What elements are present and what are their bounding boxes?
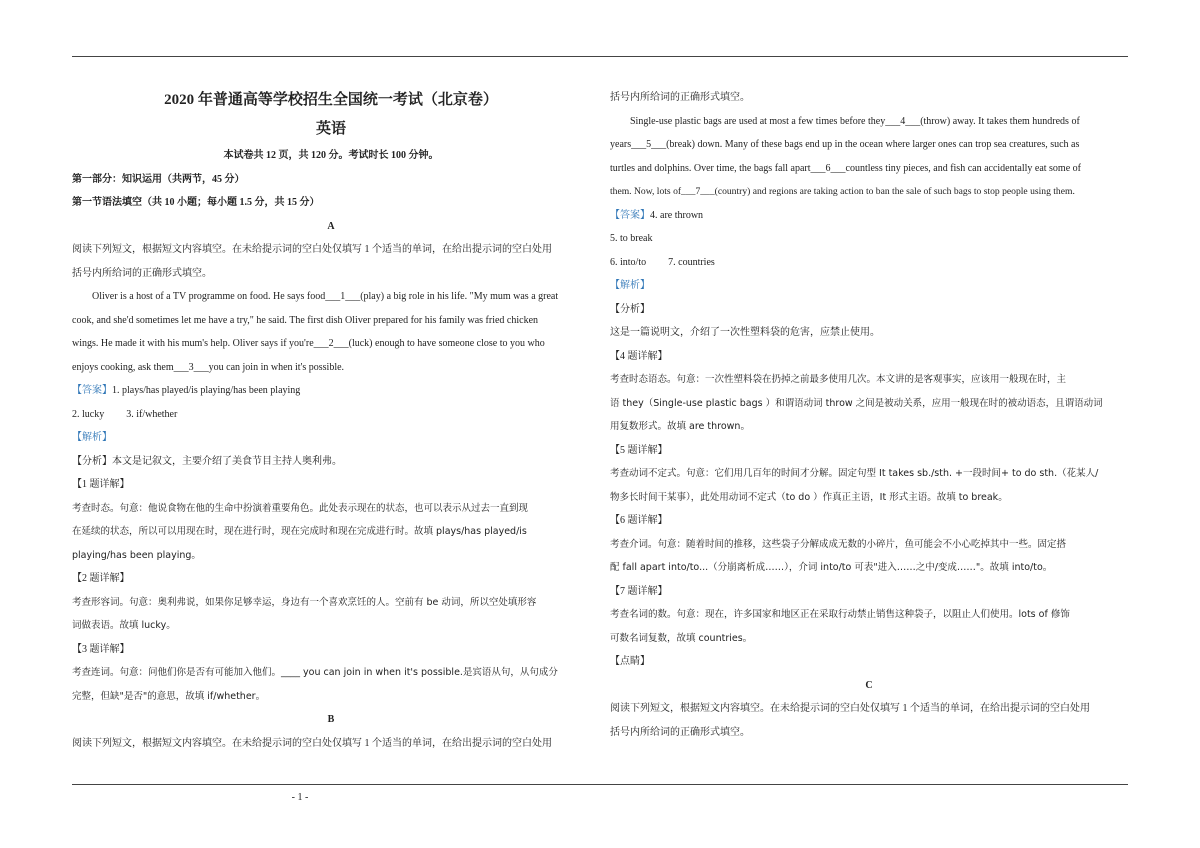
q7-detail-line: 考查名词的数。句意：现在，许多国家和地区正在采取行动禁止销售这种袋子，以阻止人们使用。lots of 修饰 [610, 609, 1070, 620]
passage-b-instructions-line: 括号内所给词的正确形式填空。 [610, 92, 750, 103]
q2-heading: 【2 题详解】 [72, 573, 130, 584]
analysis-summary: 这是一篇说明文，介绍了一次性塑料袋的危害，应禁止使用。 [610, 327, 880, 338]
top-rule [72, 56, 1128, 57]
answer-label: 【答案】 [72, 385, 112, 396]
q2-detail-line: 词做表语。故填 lucky。 [72, 620, 176, 631]
passage-a-instructions-line: 括号内所给词的正确形式填空。 [72, 267, 212, 279]
q1-heading: 【1 题详解】 [72, 479, 130, 490]
q4-heading: 【4 题详解】 [610, 350, 668, 362]
q3-detail-line: 考查连词。句意：问他们你是否有可能加入他们。____ you can join in when it's possible.是宾语从句，从句成分 [72, 667, 558, 678]
answer-line [610, 204, 1128, 228]
q3-heading: 【3 题详解】 [72, 643, 130, 655]
bottom-rule [72, 784, 1128, 785]
passage-b-text-line: years___5___(break) down. Many of these bags end up in the ocean where larger ones can trop sea creatures, such as [610, 139, 1080, 150]
q4-detail-line: 语 they（Single-use plastic bags ）和谓语动词 throw 之间是被动关系，应用一般现在时的被动语态，且谓语动词 [610, 397, 1103, 409]
answer-line [72, 379, 590, 403]
passage-a-text-line: enjoys cooking, ask them___3___you can join in when it's possible. [72, 361, 345, 373]
answer-line [610, 251, 1128, 275]
answer-7: 7. countries [668, 256, 715, 268]
q1-detail-line: 在延续的状态，所以可以用现在时，现在进行时，现在完成时和现在完成进行时。故填 plays/has played/is [72, 526, 527, 537]
answer-4: 4. are thrown [650, 209, 704, 221]
passage-a-heading: A [327, 220, 335, 232]
page-number: - 1 - [291, 792, 309, 803]
passage-b-instructions-line: 阅读下列短文，根据短文内容填空。在未给提示词的空白处仅填写 1 个适当的单词，在给出提示词的空白处用 [72, 737, 552, 749]
q7-heading: 【7 题详解】 [610, 585, 668, 597]
passage-b-text-line: turtles and dolphins. Over time, the bags fall apart___6___countless tiny pieces, and fish can accidentally eat some of [610, 162, 1081, 174]
q5-detail-line: 考查动词不定式。句意：它们用几百年的时间才分解。固定句型 It takes sb./sth. +一段时间+ to do sth.（花某人/ [610, 468, 1099, 479]
q6-detail-line: 考查介词。句意：随着时间的推移，这些袋子分解成成无数的小碎片，鱼可能会不小心吃掉其中一些。固定搭 [610, 538, 1067, 550]
passage-a-instructions-line: 阅读下列短文，根据短文内容填空。在未给提示词的空白处仅填写 1 个适当的单词，在给出提示词的空白处用 [72, 244, 552, 255]
q5-heading: 【5 题详解】 [610, 444, 668, 456]
q6-heading: 【6 题详解】 [610, 515, 668, 526]
right-column [610, 86, 1128, 744]
passage-b-heading: B [327, 714, 335, 725]
answer-line [72, 403, 590, 427]
q3-detail-line: 完整，但缺"是否"的意思，故填 if/whether。 [72, 690, 266, 702]
exam-title: 2020 年普通高等学校招生全国统一考试（北京卷） [164, 92, 498, 108]
q4-detail-line: 用复数形式。故填 are thrown。 [610, 421, 750, 432]
answer-6: 6. into/to [610, 256, 647, 268]
analysis-label: 【解析】 [72, 432, 112, 443]
q4-detail-line: 考查时态语态。句意：一次性塑料袋在扔掉之前最多使用几次。本文讲的是客观事实，应该用一般现在时，主 [610, 374, 1067, 385]
left-column [72, 86, 590, 755]
section-heading: 第一节语法填空（共 10 小题；每小题 1.5 分，共 15 分） [72, 197, 320, 208]
q1-detail-line: 考查时态。句意：他说食物在他的生命中扮演着重要角色。此处表示现在的状态，也可以表示从过去一直到现 [72, 502, 529, 514]
analysis-summary: 【分析】本文是记叙文，主要介绍了美食节目主持人奥利弗。 [72, 455, 342, 467]
q1-detail-line: playing/has been playing。 [72, 549, 201, 561]
passage-c-instructions-line: 括号内所给词的正确形式填空。 [610, 726, 750, 738]
q6-detail-line: 配 fall apart into/to...（分崩离析成……），介词 into/to 可表"进入……之中/变成……"。故填 into/to。 [610, 562, 1053, 573]
analysis-heading: 【分析】 [610, 303, 650, 315]
q2-detail-line: 考查形容词。句意：奥利弗说，如果你足够幸运，身边有一个喜欢烹饪的人。空前有 be 动词，所以空处填形容 [72, 596, 537, 608]
answer-2: 2. lucky [72, 408, 105, 420]
exam-info: 本试卷共 12 页，共 120 分。考试时长 100 分钟。 [223, 150, 439, 161]
answer-5: 5. to break [610, 233, 653, 244]
answer-1: 1. plays/has played/is playing/has been playing [112, 385, 301, 396]
passage-a-text-line: cook, and she'd sometimes let me have a try," he said. The first dish Oliver prepared for his family was fried chicken [72, 314, 539, 326]
q7-detail-line: 可数名词复数，故填 countries。 [610, 632, 753, 644]
q5-detail-line: 物多长时间干某事），此处用动词不定式（to do ）作真正主语，It 形式主语。故填 to break。 [610, 491, 1008, 503]
passage-b-text-line: Single-use plastic bags are used at most a few times before they___4___(throw) away. It takes them hundreds of [630, 115, 1080, 127]
answer-3: 3. if/whether [126, 408, 178, 420]
passage-c-heading: C [865, 679, 873, 691]
answer-label: 【答案】 [610, 209, 650, 221]
passage-a-text-line: wings. He made it with his mum's help. Oliver says if you're___2___(luck) enough to have someone close to you who [72, 338, 545, 349]
subject-title: 英语 [315, 121, 346, 137]
passage-b-text-line: them. Now, lots of___7___(country) and regions are taking action to ban the sale of such bags to stop people using them. [610, 186, 1075, 197]
dianjing-heading: 【点睛】 [610, 656, 650, 667]
passage-c-instructions-line: 阅读下列短文，根据短文内容填空。在未给提示词的空白处仅填写 1 个适当的单词，在给出提示词的空白处用 [610, 703, 1090, 714]
part-heading: 第一部分：知识运用（共两节，45 分） [72, 173, 245, 185]
analysis-label: 【解析】 [610, 280, 650, 291]
passage-a-text-line: Oliver is a host of a TV programme on food. He says food___1___(play) a big role in his life. "My mum was a great [92, 291, 559, 302]
